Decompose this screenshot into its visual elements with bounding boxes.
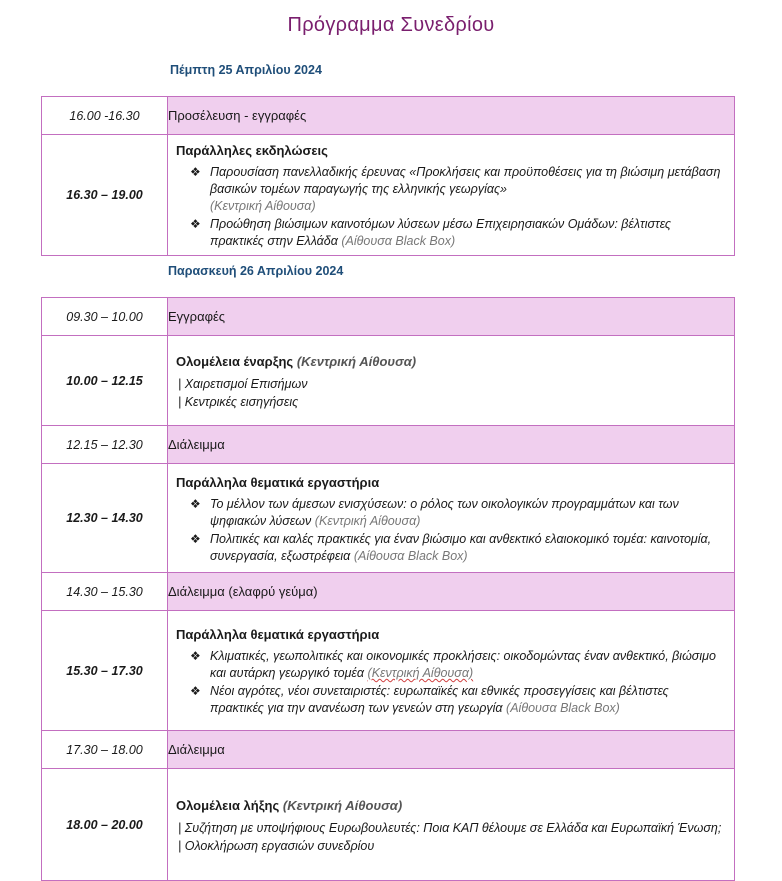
table-row: [42, 464, 735, 573]
session-cell: [168, 611, 735, 731]
diamond-bullet-icon: ❖: [190, 217, 201, 231]
table-row: [42, 611, 735, 731]
room-label: (Αίθουσα Black Box): [341, 234, 456, 248]
table-row: [42, 298, 735, 336]
table-row: [42, 426, 735, 464]
time-cell: 12.15 – 12.30: [42, 426, 168, 464]
session-heading: Παράλληλες εκδηλώσεις: [176, 143, 328, 158]
room-label: (Αίθουσα Black Box): [506, 701, 620, 715]
session-heading: Ολομέλεια έναρξης (Κεντρική Αίθουσα): [176, 354, 417, 369]
time-cell: 17.30 – 18.00: [42, 731, 168, 769]
list-item: ❖ Κλιματικές, γεωπολιτικές και οικονομικές προκλήσεις: οικοδομώντας έναν ανθεκτικό, βιώσιμο και αυτάρκη γεωργικό τομέα (Κεντρική Αίθουσα): [190, 649, 716, 680]
list-item: | Κεντρικές εισηγήσεις: [178, 395, 299, 409]
diamond-bullet-icon: ❖: [190, 531, 201, 546]
diamond-bullet-icon: ❖: [190, 165, 201, 179]
session-cell: [168, 336, 735, 426]
day-heading-thursday: Πέμπτη 25 Απριλίου 2024: [170, 63, 322, 77]
session-cell: Διάλειμμα: [168, 426, 735, 464]
session-heading: Παράλληλα θεματικά εργαστήρια: [176, 474, 380, 490]
time-cell: 12.30 – 14.30: [42, 464, 168, 573]
day-heading-friday: Παρασκευή 26 Απριλίου 2024: [168, 264, 344, 278]
list-item: ❖ Παρουσίαση πανελλαδικής έρευνας «Προκλήσεις και προϋποθέσεις για τη βιώσιμη μετάβαση βασικών τομέων παραγωγής της ελληνικής γεωργίας» (Κεντρική Αίθουσα): [190, 165, 721, 213]
diamond-bullet-icon: ❖: [190, 684, 201, 698]
time-cell: 16.00 -16.30: [42, 97, 168, 135]
diamond-bullet-icon: ❖: [190, 649, 201, 663]
session-cell: Διάλειμμα (ελαφρύ γεύμα): [168, 573, 735, 611]
diamond-bullet-icon: ❖: [190, 496, 201, 511]
time-cell: 14.30 – 15.30: [42, 573, 168, 611]
list-item: | Συζήτηση με υποψήφιους Ευρωβουλευτές: Ποια ΚΑΠ θέλουμε σε Ελλάδα και Ευρωπαϊκή Ένωση;: [178, 821, 722, 835]
page-title: Πρόγραμμα Συνεδρίου: [287, 14, 495, 36]
table-row: [42, 573, 735, 611]
session-cell: [168, 769, 735, 881]
list-item: | Ολοκλήρωση εργασιών συνεδρίου: [178, 839, 375, 853]
room-label: (Αίθουσα Black Box): [353, 548, 468, 563]
room-label: (Κεντρική Αίθουσα): [282, 798, 403, 813]
table-row: [42, 97, 735, 135]
session-cell: Εγγραφές: [168, 298, 735, 336]
table-row: [42, 135, 735, 256]
table-row: [42, 336, 735, 426]
time-cell: 15.30 – 17.30: [42, 611, 168, 731]
session-heading: Παράλληλα θεματικά εργαστήρια: [176, 627, 380, 642]
session-cell: Διάλειμμα: [168, 731, 735, 769]
table-row: [42, 731, 735, 769]
list-item: ❖ Νέοι αγρότες, νέοι συνεταιριστές: ευρωπαϊκές και εθνικές προσεγγίσεις και βέλτιστες πρακτικές για την ανανέωση των γενεών στη γεωργία (Αίθουσα Black Box): [190, 684, 669, 715]
time-cell: 09.30 – 10.00: [42, 298, 168, 336]
time-cell: 16.30 – 19.00: [42, 135, 168, 256]
table-row: [42, 769, 735, 881]
list-item: ❖ Προώθηση βιώσιμων καινοτόμων λύσεων μέσω Επιχειρησιακών Ομάδων: βέλτιστες πρακτικές στην Ελλάδα (Αίθουσα Black Box): [190, 217, 671, 248]
list-item: | Χαιρετισμοί Επισήμων: [178, 377, 308, 391]
schedule-table-friday: [41, 297, 735, 881]
room-label: (Κεντρική Αίθουσα): [296, 354, 417, 369]
session-cell: [168, 464, 735, 573]
room-label: (Κεντρική Αίθουσα): [367, 666, 474, 680]
session-cell: [168, 135, 735, 256]
list-item: ❖ Πολιτικές και καλές πρακτικές για έναν βιώσιμο και ανθεκτικό ελαιοκομικό τομέα: καινοτομία, συνεργασία, εξωστρέφεια (Αίθουσα Black Box): [190, 531, 712, 563]
time-cell: 10.00 – 12.15: [42, 336, 168, 426]
list-item: ❖ Το μέλλον των άμεσων ενισχύσεων: ο ρόλος των οικολογικών προγραμμάτων και των ψηφιακών λύσεων (Κεντρική Αίθουσα): [190, 496, 679, 528]
time-cell: 18.00 – 20.00: [42, 769, 168, 881]
room-label: (Κεντρική Αίθουσα): [314, 513, 421, 528]
session-heading: Ολομέλεια λήξης (Κεντρική Αίθουσα): [176, 798, 403, 813]
room-label: (Κεντρική Αίθουσα): [210, 199, 316, 213]
session-cell: Προσέλευση - εγγραφές: [168, 97, 735, 135]
schedule-table-thursday: [41, 96, 735, 256]
